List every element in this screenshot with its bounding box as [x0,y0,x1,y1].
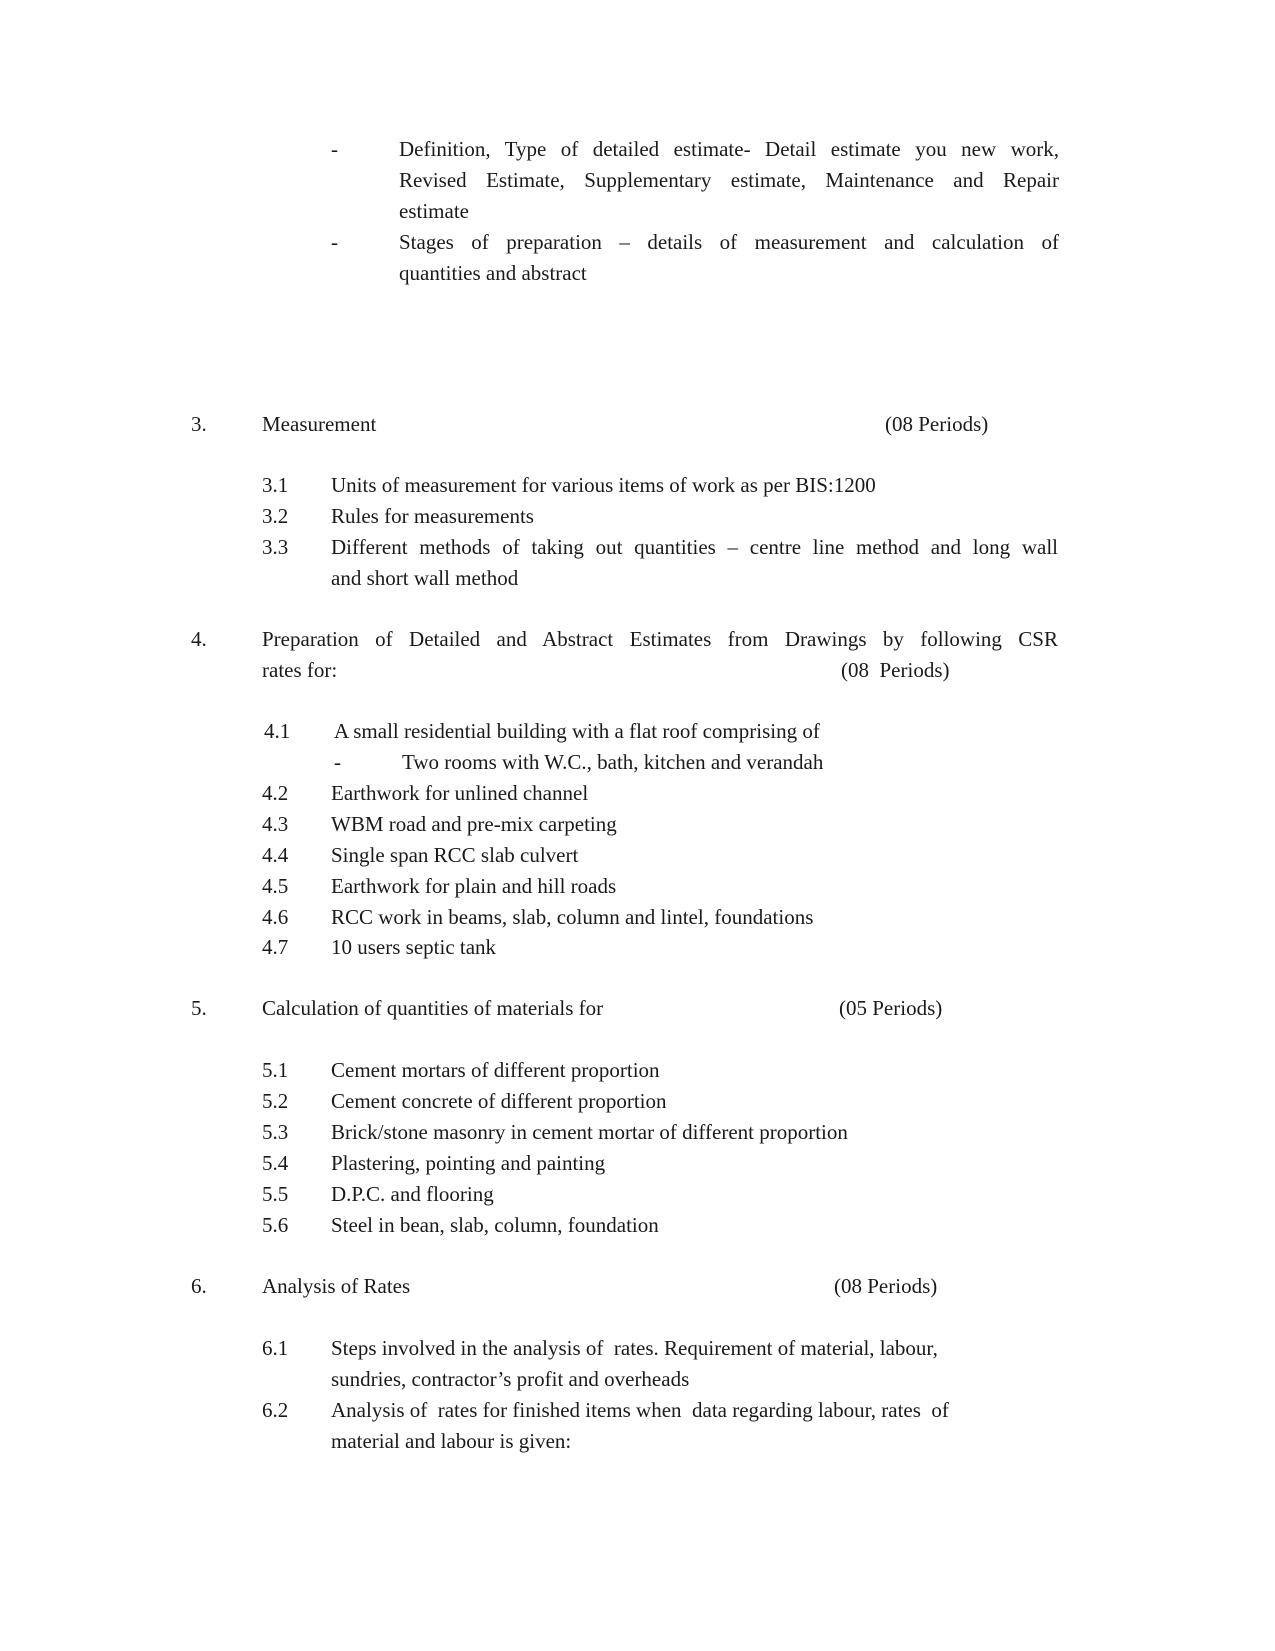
item-number: 3.2 [262,504,289,528]
bullet-text-line: Definition, Type of detailed estimate- Detail estimate you new work, [399,137,1059,161]
item-text: D.P.C. and flooring [331,1182,494,1206]
section-periods: (08 Periods) [841,658,950,682]
item-text: Single span RCC slab culvert [331,843,579,867]
item-text: Brick/stone masonry in cement mortar of different proportion [331,1120,848,1144]
section-title: Calculation of quantities of materials for [262,996,604,1020]
sub-bullet-text: Two rooms with W.C., bath, kitchen and verandah [402,750,824,774]
bullet-dash: - [331,230,338,254]
item-number: 4.2 [262,781,289,805]
item-number: 4.5 [262,874,289,898]
item-text: Earthwork for unlined channel [331,781,589,805]
item-text: material and labour is given: [331,1429,572,1453]
bullet-text-line: quantities and abstract [399,261,587,285]
item-text: Rules for measurements [331,504,534,528]
item-number: 6.1 [262,1336,289,1360]
item-text: Earthwork for plain and hill roads [331,874,617,898]
section-title: rates for: [262,658,338,682]
sub-bullet-dash: - [334,750,341,774]
item-text: Cement concrete of different proportion [331,1089,667,1113]
section-number: 6. [191,1274,207,1298]
item-number: 3.3 [262,535,289,559]
item-number: 4.7 [262,935,289,959]
item-number: 6.2 [262,1398,289,1422]
bullet-text-line: Revised Estimate, Supplementary estimate, Maintenance and Repair [399,168,1059,192]
item-number: 5.1 [262,1058,289,1082]
item-number: 5.5 [262,1182,289,1206]
item-number: 5.4 [262,1151,289,1175]
item-text: WBM road and pre-mix carpeting [331,812,617,836]
section-title: Measurement [262,412,377,436]
item-text: Different methods of taking out quantities – centre line method and long wall [331,535,1058,559]
section-number: 3. [191,412,207,436]
item-text: Analysis of rates for finished items when data regarding labour, rates of [331,1398,949,1422]
section-periods: (05 Periods) [839,996,943,1020]
section-title: Analysis of Rates [262,1274,411,1298]
item-number: 4.4 [262,843,289,867]
item-number: 5.2 [262,1089,289,1113]
item-number: 4.6 [262,905,289,929]
item-text: and short wall method [331,566,519,590]
item-text: A small residential building with a flat roof comprising of [334,719,820,743]
item-text: Plastering, pointing and painting [331,1151,606,1175]
item-text: Steps involved in the analysis of rates. Requirement of material, labour, [331,1336,938,1360]
item-number: 3.1 [262,473,289,497]
item-number: 4.1 [264,719,291,743]
section-number: 5. [191,996,207,1020]
item-text: Units of measurement for various items of work as per BIS:1200 [331,473,876,497]
section-title: Preparation of Detailed and Abstract Estimates from Drawings by following CSR [262,627,1058,651]
item-text: 10 users septic tank [331,935,497,959]
item-number: 5.6 [262,1213,289,1237]
section-number: 4. [191,627,207,651]
section-periods: (08 Periods) [834,1274,938,1298]
item-text: Steel in bean, slab, column, foundation [331,1213,659,1237]
item-number: 5.3 [262,1120,289,1144]
item-text: sundries, contractor’s profit and overheads [331,1367,690,1391]
bullet-text-line: Stages of preparation – details of measurement and calculation of [399,230,1059,254]
bullet-text-line: estimate [399,199,469,223]
bullet-dash: - [331,137,338,161]
item-text: RCC work in beams, slab, column and lintel, foundations [331,905,814,929]
item-text: Cement mortars of different proportion [331,1058,660,1082]
item-number: 4.3 [262,812,289,836]
section-periods: (08 Periods) [885,412,989,436]
